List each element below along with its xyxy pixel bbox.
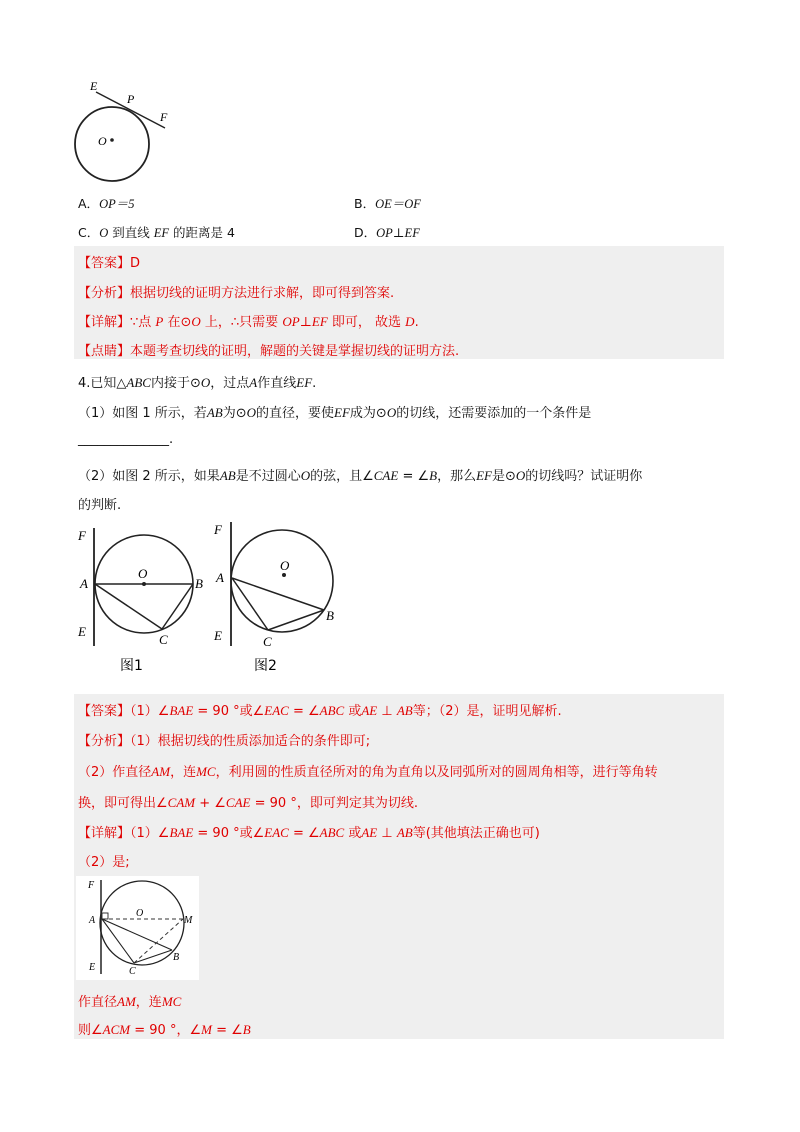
figure-2 [206, 518, 346, 678]
fig3-label-b: B [173, 952, 180, 963]
analysis-2-line-3: 换，即可得出∠CAM + ∠CAE = 90 °，即可判定其为切线. [78, 795, 418, 811]
comment-1: 【点睛】本题考查切线的证明，解题的关键是掌握切线的证明方法. [78, 344, 460, 359]
detail-2-line-4: 则∠ACM = 90 °，∠M = ∠B [78, 1022, 251, 1038]
fig3-label-c: C [129, 966, 136, 977]
fig3-label-f: F [88, 880, 95, 891]
label-p: P [127, 92, 135, 106]
fig2-label-c: C [263, 634, 272, 649]
analysis-2-line-1: 【分析】（1）根据切线的性质添加适合的条件即可; [78, 734, 371, 749]
detail-2-line-1: 【详解】（1）∠BAE = 90 °或∠EAC = ∠ABC 或AE ⊥ AB等(其他填法正确也可) [78, 825, 540, 841]
q4-line-2: （1）如图 1 所示，若AB为⊙O的直径，要使EF成为⊙O的切线，还需要添加的一个条件是 [78, 405, 592, 421]
fig1-caption: 图1 [120, 658, 143, 674]
tangent-figure [70, 74, 180, 204]
fig3-label-a: A [89, 915, 96, 926]
detail-1: 【详解】∵点 P 在⊙O 上，∴只需要 OP⊥EF 即可， 故选 D. [78, 314, 419, 330]
fig2-label-e: E [214, 628, 222, 643]
q4-blank[interactable]: ______________. [78, 432, 174, 447]
q4-line-1: 4.已知△ABC内接于⊙O，过点A作直线EF. [78, 375, 317, 391]
option-c[interactable]: C．O 到直线 EF 的距离是 4 [78, 225, 235, 240]
analysis-2-line-2: （2）作直径AM，连MC，利用圆的性质直径所对的角为直角以及同弧所对的圆周角相等，进行等角转 [78, 764, 658, 780]
fig1-label-f: F [78, 528, 86, 543]
label-e: E [90, 79, 98, 93]
label-o: O [98, 134, 107, 148]
option-a[interactable]: A．OP＝5 [78, 196, 135, 211]
figure-1 [72, 518, 212, 678]
fig3-label-e: E [89, 962, 96, 973]
fig2-label-f: F [214, 522, 222, 537]
fig3-label-m: M [184, 915, 193, 926]
fig1-label-o: O [138, 566, 148, 581]
detail-2-line-2: （2）是; [78, 855, 130, 870]
analysis-1: 【分析】根据切线的证明方法进行求解，即可得到答案. [78, 286, 395, 301]
detail-2-line-3: 作直径AM，连MC [78, 994, 182, 1010]
fig1-label-a: A [80, 576, 88, 591]
fig1-label-b: B [195, 576, 203, 591]
fig1-label-e: E [78, 624, 86, 639]
figure-3 [76, 876, 199, 980]
fig2-label-a: A [216, 570, 224, 585]
q4-line-4: （2）如图 2 所示，如果AB是不过圆心O的弦，且∠CAE = ∠B，那么EF是⊙O的切线吗？试证明你 [78, 468, 643, 484]
fig3-label-o: O [136, 908, 144, 919]
fig2-label-b: B [326, 608, 334, 623]
label-f: F [160, 110, 168, 124]
fig2-caption: 图2 [254, 658, 277, 674]
option-d[interactable]: D．OP⊥EF [354, 225, 420, 240]
q4-line-5: 的判断. [78, 498, 122, 513]
fig2-label-o: O [280, 558, 290, 573]
option-b[interactable]: B．OE＝OF [354, 196, 421, 211]
answer-1: 【答案】D [78, 256, 141, 271]
answer-2: 【答案】（1）∠BAE = 90 °或∠EAC = ∠ABC 或AE ⊥ AB等；（2）是，证明见解析. [78, 703, 562, 719]
fig1-label-c: C [159, 632, 168, 647]
